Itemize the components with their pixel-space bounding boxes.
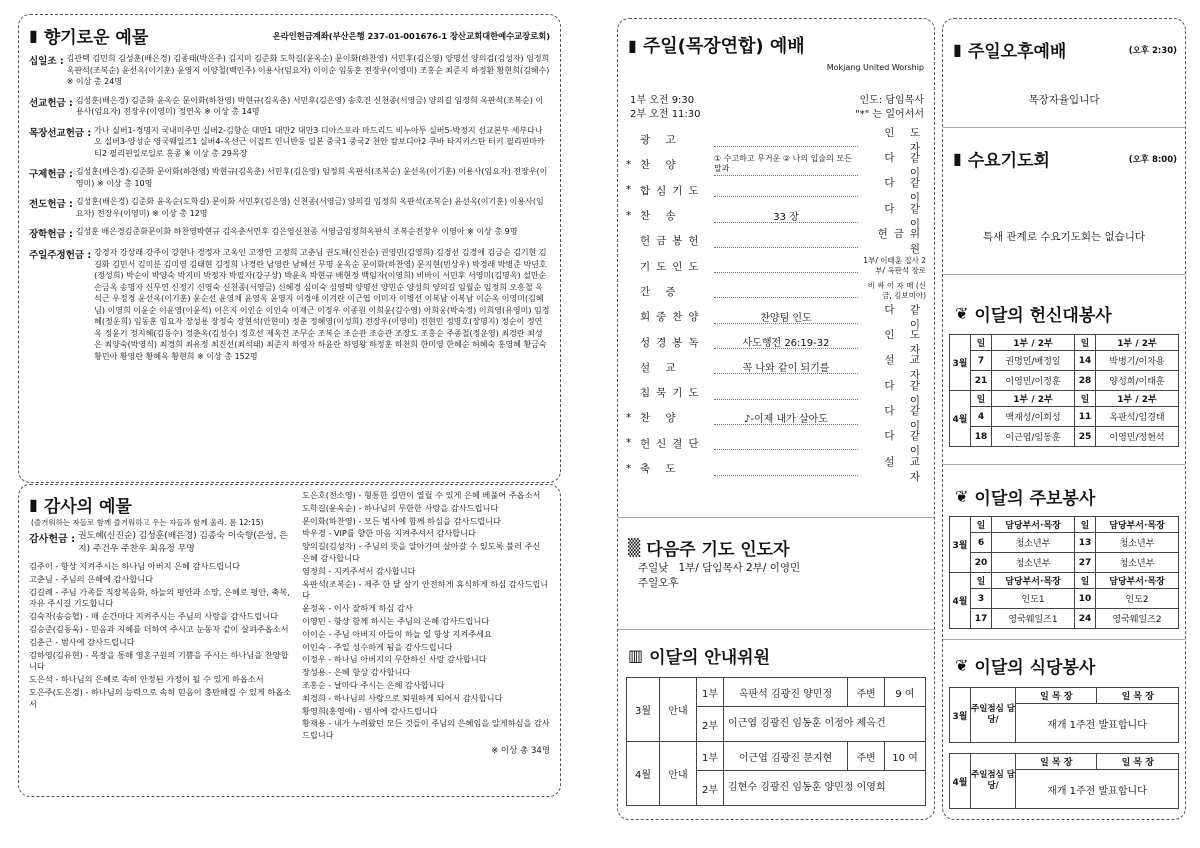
schedule-header	[950, 335, 1179, 351]
schedule-column-header: 일	[1075, 517, 1096, 533]
next-prayer-value-1: 1부/ 담임목사 2부/ 이영민	[678, 562, 801, 574]
offerings-title-row	[29, 23, 148, 48]
schedule-column-header: 담당부서·목장	[1096, 517, 1179, 533]
thanks-entry: 이영민 - 항상 함께 하시는 주님의 은혜 감사드립니다	[302, 615, 490, 626]
schedule-assignee: 이근엽/임동훈	[992, 427, 1075, 447]
order-row	[626, 355, 926, 380]
order-item-detail: 찬양팀 인도	[714, 310, 858, 324]
offering-row	[29, 95, 550, 118]
thanks-column-right	[302, 490, 550, 756]
order-row	[626, 456, 926, 481]
schedule-assignee: 청소년부	[992, 533, 1075, 553]
schedule-column-header: 일	[971, 573, 992, 589]
order-item-leader: 헌금위원	[877, 227, 926, 255]
section-marker-icon: ▮	[29, 26, 38, 45]
schedule-assignee: 인도1	[992, 589, 1075, 609]
schedule-column-header: 일	[971, 335, 992, 351]
order-item-leader: 다 같 이	[884, 379, 926, 407]
offering-label: 목장선교헌금 :	[29, 127, 92, 139]
dedication-title: 이달의 헌신대봉사	[974, 306, 1112, 326]
cafeteria-column-header: 일 목 장	[1097, 754, 1179, 770]
schedule-assignee: 권명민/배정일	[992, 351, 1075, 371]
cafeteria-column-header: 일 목 장	[1097, 688, 1179, 704]
dedication-title-row	[955, 301, 1112, 326]
thanks-offering-row	[29, 530, 294, 556]
order-item-detail: 꼭 나와 같이 되기를	[714, 360, 858, 374]
usher-names: 이근엽 김광진 임동훈 이정아 제옥건	[724, 707, 926, 742]
order-item-detail	[714, 284, 858, 298]
leaf-icon: ❦	[955, 304, 969, 323]
offering-names: 김성훈(배은경) 김준화 윤옥순(도학길) 문이화 서민후(김은영) 신천종(서영금) 양의길 임정희 옥판석(조복순) 윤선옥(이기훈) 이용사(임요자) 전장우(이영미) ※ 이상 총 12명	[75, 197, 544, 218]
spacer-cell	[950, 743, 1179, 754]
schedule-column-header: 담당부서·목장	[992, 517, 1075, 533]
thanks-entry: 윤정욱 - 이사 잘하게 하심 감사	[302, 603, 413, 614]
schedule-day: 20	[971, 553, 992, 573]
offering-row	[29, 196, 550, 219]
schedule-column-header: 담당부서·목장	[1096, 573, 1179, 589]
offering-label: 전도헌금 :	[29, 199, 73, 210]
schedule-assignee: 이영민/이정훈	[992, 371, 1075, 391]
bulletin-table	[949, 516, 1179, 629]
schedule-day: 25	[1075, 427, 1096, 447]
order-item-detail	[714, 436, 858, 450]
thanks-panel	[18, 484, 561, 797]
offering-names: 가나 실버1-경명지 국내미주민 실버2-김향순 대만1 대만2 대만3 디아스포라 마드리드 비누아투 실버5-박정지 선교본부 세부다나오 실버3-양성순 영국웨일즈1 실버4-옥선근 이집트 인니반둥 일본 중국1 중국2 천안 캄보디아2 쿠바 타지키스탄 터키 필리핀마카티2 필리핀일로일로 홍콩 ※ 이상 총 29목장	[94, 125, 545, 158]
offering-row	[29, 166, 550, 189]
schedule-assignee: 인도2	[1096, 589, 1179, 609]
order-item-leader: 인 도 자	[884, 329, 926, 357]
order-item-name: 축 도	[640, 463, 682, 475]
offering-names: 김성훈 배은경김준화문이화 하찬영박현규 김옥춘서민후 김은영신천종 서영금임정희옥판석 조복순전장우 이영아 ※ 이상 총 9명	[75, 227, 518, 236]
standing-mark: *	[626, 411, 632, 424]
leaf-icon: ❦	[955, 487, 969, 506]
section-marker-icon: ▮	[953, 149, 962, 168]
thanks-entry: 염정희 - 지켜주셔서 감사합니다	[302, 565, 416, 576]
usher-count: 10 여	[885, 742, 926, 771]
thanks-entry: 문이화(하찬영) - 모든 범사에 함께 하심을 감사드립니다	[302, 515, 501, 526]
thanks-entry: 고춘님 - 주님의 은혜에 감사합니다	[29, 573, 154, 584]
schedule-day: 24	[1075, 609, 1096, 629]
thanks-entry: 최경희 - 하나님의 사랑으로 퇴원하게 되어서 감사합니다	[302, 692, 503, 703]
order-item-name: 찬 송	[640, 210, 682, 223]
cafeteria-title-row	[955, 653, 1095, 678]
thanks-list-2	[302, 490, 550, 742]
order-item-name: 기도인도	[640, 260, 705, 273]
schedule-assignee: 이영민/정현석	[1096, 427, 1179, 447]
schedule-day: 27	[1075, 553, 1096, 573]
offering-label: 십일조 :	[29, 56, 64, 67]
offering-row	[29, 226, 550, 240]
next-prayer-label-2: 주일오후	[638, 577, 679, 589]
schedule-row	[950, 589, 1179, 609]
next-prayer-list	[638, 561, 800, 591]
spacer	[950, 743, 1179, 754]
offering-names: 김성훈(배은경) 김준화 윤옥순 문이화(하찬영) 박현규(김옥춘) 서민후(김은영) 송호진 신천종(서영금) 양의길 임정희 옥판석(조복순) 이용사(임요자) 전장우(이영미) 정연옥 ※ 이상 총 14명	[75, 95, 544, 116]
thanks-subtitle: (즐거워하는 자들로 함께 즐거워하고 우는 자들과 함께 울라. 롬 12:15)	[31, 518, 264, 527]
standing-mark: *	[626, 462, 632, 475]
order-item-detail	[714, 462, 858, 476]
thanks-title: 감사의 예물	[43, 497, 132, 517]
thanks-entry: 도은주(도은경) - 하나님의 능력으로 속히 믿음이 충만해질 수 있게 하옵소서	[29, 686, 292, 709]
schedule-column-header: 일	[1075, 335, 1096, 351]
cafeteria-label: 주일점심 담당/	[971, 754, 1016, 809]
thanks-entry: 김하영(김유현) - 목장을 통해 영혼구원의 기쁨을 주시는 하나님을 찬양합니다	[29, 649, 289, 672]
section-marker-icon: ▮	[953, 40, 962, 59]
wednesday-title: 수요기도회	[967, 151, 1050, 171]
schedule-row	[950, 609, 1179, 629]
order-item-name: 간 증	[640, 285, 682, 298]
next-prayer-label-1: 주일낮	[638, 562, 669, 574]
schedule-assignee: 청소년부	[992, 553, 1075, 573]
schedule-row	[950, 533, 1179, 553]
order-row	[626, 304, 926, 329]
order-item-name: 성경봉독	[640, 336, 705, 349]
offering-row	[29, 53, 550, 88]
cafeteria-month: 4월	[950, 754, 971, 809]
offering-label: 장학헌금 :	[29, 229, 73, 240]
leaf-icon: ❦	[955, 656, 969, 675]
thanks-entry: 이인숙 - 주일 성수하게 됨을 감사드립니다	[302, 641, 453, 652]
usher-row	[627, 678, 926, 707]
order-row	[626, 152, 926, 177]
online-account: 온라인헌금계좌(부산은행 237-01-001676-1 장산교회대한예수교장로회)	[272, 30, 550, 41]
schedule-assignee: 영국웨일즈1	[992, 609, 1075, 629]
offerings-title: 향기로운 예물	[43, 28, 149, 48]
worship-leader-note: 인도: 담임목사	[859, 95, 924, 106]
dedication-table	[949, 334, 1179, 447]
schedule-header	[950, 391, 1179, 407]
order-item-leader: 다 같 이	[884, 202, 926, 230]
order-item-leader: 다 같 이	[884, 303, 926, 331]
order-row	[626, 380, 926, 405]
thanks-entry: 이이순 - 주님 아버지 아들이 하늘 일 항상 지켜주세요	[302, 628, 492, 639]
offering-label: 선교헌금 :	[29, 97, 73, 109]
cafeteria-table	[949, 687, 1179, 809]
schedule-day: 17	[971, 609, 992, 629]
wednesday-title-row	[953, 146, 1177, 171]
schedule-month: 3월	[950, 517, 971, 573]
order-item-detail: ♪-이제 내가 살아도	[714, 411, 858, 425]
order-item-leader: 설 교 자	[884, 455, 926, 483]
order-item-leader: 인 도 자	[884, 126, 926, 154]
thanks-entry: 옥판석(조복순) - 제주 한 달 살기 안전하게 휴식하게 하심 감사드립니다	[302, 578, 549, 601]
order-item-leader: 다 같 이	[884, 404, 926, 432]
order-item-detail	[714, 183, 858, 197]
usher-area: 주변	[848, 742, 885, 771]
usher-service: 2부	[697, 707, 724, 742]
cafeteria-notice: 재개 1주전 발표합니다	[1016, 704, 1179, 743]
schedule-month: 3월	[950, 335, 971, 391]
schedule-column-header: 1부 / 2부	[1096, 335, 1179, 351]
schedule-column-header: 1부 / 2부	[992, 391, 1075, 407]
thanks-entry: 도학길(윤옥순) - 하나님의 무한한 사랑을 감사드립니다	[302, 502, 499, 513]
schedule-column-header: 일	[1075, 391, 1096, 407]
order-item-name: 헌금봉헌	[640, 235, 705, 248]
thanks-offering-text: 권도혜(신진순) 김성훈(배은경) 김종숙 이숙향(은성, 은지) 주건우 주찬우 최유정 무명	[78, 531, 288, 554]
schedule-panel	[942, 18, 1186, 820]
order-item-name: 합심기도	[640, 184, 705, 197]
usher-service: 1부	[697, 742, 724, 771]
next-prayer-title: 다음주 기도 인도자	[646, 540, 790, 560]
standing-mark: *	[626, 209, 632, 222]
cafeteria-label: 주일점심 담당/	[971, 688, 1016, 743]
schedule-assignee: 청소년부	[1096, 553, 1179, 573]
offering-names: 강경자 강상래 강주이 강현나 경정자 고옥인 고정연 고정희 고춘님 권도해(신진순) 권영민(김영희) 김경선 김경애 김금순 김기현 김길화 김민서 김미분 김미영 김태현 김정희 나경란 남영란 남혜선 무명 윤옥순 문이화(하찬영) 문지현(빈상우) 박경래 박병준 박년호(정성희) 박순이 박양숙 박지미 박정자 박필자(강구상) 박윤옥 박현규 배현정 백임자(이영희) 비바이 서민후 서영미(김명옥) 설만순 손금옥 송명자 신무연 신정기 신영숙 신천종(서영금) 신혜경 심미숙 심영택 양명선 양민순 양성희 양의길 임월순 임정희 오흥철 옥석근 우정경 윤선옥(이기훈) 윤순선 윤영채 윤영옥 윤영지 이경애 이겨란 이근엽 이미자 이병선 이복남 이복남 이순옥 이영미(김혜님) 이영희 이윤순 이윤영(이윤석) 이은지 이인순 이인숙 이재근 이정우 이종원 이희윤(김수영) 이희웅(박숙정) 이희영(유영미) 임경혜(정운희) 임동훈 임요자 장성용 장정숙 장현석(안현미) 정춘 정혜영(이성희) 전장우(이영미) 전현민 정명호(장명지) 정순이 정연옥 정윤기 정지혜(김동수) 정춘옥(김성수) 정호선 제옥건 조무순 조복순 조순관 조승관 조장도 조홍순 주종철(정운영) 최경란 최성은 최양숙(박영식) 최경희 최유정 최진선(최석태) 최준지 하영자 하윤란 하영왕 하정훈 하천희 한미영 한혜순 허혜숙 홍영혜 황금숙 황민아 황영란 황혜옥 황현희 ※ 이상 총 152명	[94, 248, 550, 361]
thanks-list-1	[29, 561, 294, 711]
order-row	[626, 253, 926, 278]
bulletin-title: 이달의 주보봉사	[974, 489, 1096, 509]
offering-label: 주일주정헌금 :	[29, 250, 92, 261]
schedule-day: 13	[1075, 533, 1096, 553]
thanks-entry: 이정우 - 하나님 아버지의 무한하신 사랑 감사합니다	[302, 654, 487, 665]
order-item-name: 회중찬양	[640, 311, 705, 324]
offering-list	[29, 53, 550, 369]
schedule-day: 21	[971, 371, 992, 391]
afternoon-time: (오후 2:30)	[1128, 45, 1177, 56]
schedule-assignee: 백재성/이희성	[992, 407, 1075, 427]
order-item-detail: ① 수고하고 무거운 ② 나의 입술의 모든 말과	[714, 153, 858, 176]
thanks-entry: 도은호(전소영) - 형통한 길만이 열릴 수 있게 은혜 베풀어 주옵소서	[302, 490, 541, 500]
thanks-entry: 김춘근 - 범사에 감사드립니다	[29, 636, 135, 647]
order-item-detail: 사도행전 26:19-32	[714, 335, 858, 349]
order-item-detail	[714, 386, 858, 400]
wednesday-time: (오후 8:00)	[1128, 154, 1177, 165]
thanks-entry: 도은석 - 하나님의 은혜로 속히 안정된 가정이 될 수 있게 하옵소서	[29, 674, 264, 685]
offering-row	[29, 125, 550, 160]
order-row	[626, 127, 926, 152]
schedule-assignee: 박병기/이차용	[1096, 351, 1179, 371]
order-item-leader: 비 싸 이 자 매 (신금, 김보미아)	[867, 281, 926, 301]
ushers-title-row	[628, 643, 770, 668]
schedule-column-header: 1부 / 2부	[992, 335, 1075, 351]
schedule-day: 28	[1075, 371, 1096, 391]
afternoon-title: 주일오후예배	[967, 42, 1067, 62]
usher-role: 안내	[660, 742, 697, 806]
bulletin-title-row	[955, 484, 1095, 509]
order-item-detail	[714, 234, 858, 248]
section-marker-icon: ▥	[628, 646, 644, 665]
schedule-row	[950, 407, 1179, 427]
order-item-detail	[714, 133, 858, 147]
schedule-day: 7	[971, 351, 992, 371]
usher-month: 3월	[627, 678, 660, 742]
order-row	[626, 203, 926, 228]
schedule-assignee: 영국웨일즈2	[1096, 609, 1179, 629]
order-item-name: 침묵기도	[640, 387, 705, 400]
order-item-detail	[714, 259, 858, 273]
order-item-name: 찬 양	[640, 412, 682, 425]
thanks-entry: 김주이 - 항상 지켜주시는 하나님 아버지 은혜 감사드립니다	[29, 561, 240, 571]
order-row	[626, 178, 926, 203]
order-item-name: 헌신결단	[640, 437, 705, 450]
worship-order	[626, 127, 926, 481]
standing-mark: *	[626, 184, 632, 197]
ushers-table	[626, 677, 926, 806]
order-item-name: 설 교	[640, 361, 682, 374]
worship-panel	[617, 18, 935, 820]
thanks-title-row	[29, 492, 132, 517]
order-item-leader: 1부/ 이태훈 집사 2부/ 옥판석 장로	[863, 256, 926, 276]
afternoon-text: 목장자율입니다	[1028, 94, 1100, 106]
worship-time-2: 2부 오전 11:30	[630, 109, 701, 120]
usher-names: 이근엽 김광진 문지현	[724, 742, 848, 771]
worship-title: 주일(목장연합) 예배	[642, 36, 805, 57]
schedule-assignee: 양성희/이태훈	[1096, 371, 1179, 391]
worship-times	[630, 94, 701, 122]
cafeteria-month: 3월	[950, 688, 971, 743]
offering-label: 구제헌금 :	[29, 169, 73, 180]
cafeteria-header	[950, 688, 1179, 704]
worship-title-row	[628, 32, 805, 58]
order-item-name: 광 고	[640, 134, 682, 147]
schedule-day: 10	[1075, 589, 1096, 609]
thanks-entry: 양의길(김성자) - 주님의 뜻을 알아가며 살아갈 수 있도록 불러 주신 은혜 감사합니다	[302, 541, 541, 563]
next-prayer-title-row	[628, 535, 790, 560]
schedule-assignee: 옥판석/임경태	[1096, 407, 1179, 427]
schedule-row	[950, 553, 1179, 573]
order-row	[626, 431, 926, 456]
order-item-name: 찬 양	[640, 159, 682, 172]
thanks-entry: 장성용 - 은혜 항상 감사합니다	[302, 667, 411, 678]
schedule-column-header: 일	[971, 391, 992, 407]
schedule-column-header: 일	[1075, 573, 1096, 589]
order-item-detail: 33 장	[714, 209, 858, 223]
cafeteria-column-header: 일 목 장	[1016, 688, 1097, 704]
usher-count: 9 여	[885, 678, 926, 707]
schedule-row	[950, 427, 1179, 447]
schedule-day: 11	[1075, 407, 1096, 427]
offerings-panel	[18, 14, 561, 483]
worship-time-1: 1부 오전 9:30	[630, 95, 695, 106]
offering-names: 김성훈(배은경) 김준화 문이화(하찬영) 박현규(김옥춘) 서민후(김은영) 임정희 옥판석(조복순) 윤선옥(이기훈) 이용사(임요자) 전장우(이영미) ※ 이상 총 10명	[75, 167, 548, 188]
thanks-entry: 조홍순 - 날마다 주시는 은혜 감사합니다	[302, 679, 445, 690]
standing-mark: *	[626, 437, 632, 450]
schedule-column-header: 일	[971, 517, 992, 533]
usher-role: 안내	[660, 678, 697, 742]
thanks-entry: 김숙자(송승협) - 매 순간마다 지켜주시는 주님의 사랑을 감사드립니다	[29, 611, 279, 622]
usher-service: 1부	[697, 678, 724, 707]
thanks-offering-label: 감사헌금 :	[29, 534, 76, 545]
thanks-entry: 황영희(홍영애) - 범사에 감사드립니다	[302, 705, 438, 716]
standing-mark: *	[626, 158, 632, 171]
standing-note: "*" 는 일어서서	[855, 109, 924, 120]
ushers-title: 이달의 안내위원	[649, 648, 770, 668]
order-item-leader: 다 같 이	[884, 151, 926, 179]
order-row	[626, 228, 926, 253]
thanks-entry: 김길례 - 주님 가족들 직장복음화, 하늘의 평안과 소망, 은혜로 평안, 축복, 자유 주시길 기도합니다	[29, 586, 290, 609]
order-item-leader: 다 같 이	[884, 430, 926, 458]
schedule-day: 6	[971, 533, 992, 553]
usher-names: 김현수 김광진 임동훈 양민정 이영희	[724, 771, 926, 806]
thanks-entry: 황재용 - 내가 누려왔던 모든 것들이 주님의 은혜임을 알게하심을 감사드립니다	[302, 718, 550, 741]
thanks-column-left	[29, 530, 294, 712]
schedule-header	[950, 573, 1179, 589]
order-row	[626, 405, 926, 430]
thanks-total: ※ 이상 총 34명	[491, 745, 550, 756]
order-item-leader: 설 교 자	[884, 354, 926, 382]
order-item-leader: 다 같 이	[884, 177, 926, 205]
schedule-day: 4	[971, 407, 992, 427]
worship-subtitle: Mokjang United Worship	[826, 63, 924, 72]
offering-row	[29, 247, 550, 362]
schedule-row	[950, 371, 1179, 391]
cafeteria-notice: 재개 1주전 발표합니다	[1016, 770, 1179, 809]
offering-names: 김관택 김민희 김성훈(배은경) 김종태(박은주) 김지미 김준화 도학길(윤옥순) 문이화(하찬영) 서민후(김은영) 양명선 양의검(김성자) 임정희 옥판석(조복순) 윤선옥(이기훈) 윤영지 이양철(백인주) 이용사(임요자) 이이순 임동훈 전장우(이영미) 조홍순 최준지 하정환 황현희(김혜수) ※ 이상 총 24명	[66, 54, 550, 86]
section-marker-icon: ▒	[628, 538, 641, 557]
schedule-month: 4월	[950, 573, 971, 629]
schedule-column-header: 담당부서·목장	[992, 573, 1075, 589]
schedule-month: 4월	[950, 391, 971, 447]
thanks-entry: 김승준(김동욱) - 믿음과 지혜를 더하여 주시고 눈동자 같이 살펴주옵소서	[29, 623, 289, 634]
afternoon-title-row	[953, 37, 1177, 62]
schedule-header	[950, 517, 1179, 533]
usher-service: 2부	[697, 771, 724, 806]
cafeteria-header	[950, 754, 1179, 770]
schedule-row	[950, 351, 1179, 371]
order-row	[626, 329, 926, 357]
schedule-column-header: 1부 / 2부	[1096, 391, 1179, 407]
wednesday-text: 특새 관계로 수요기도회는 없습니다	[982, 231, 1146, 243]
thanks-entry: 박우경 - VIP를 향한 마음 지켜주셔서 감사합니다	[302, 528, 476, 539]
cafeteria-title: 이달의 식당봉사	[974, 658, 1096, 678]
cafeteria-column-header: 일 목 장	[1016, 754, 1097, 770]
schedule-day: 3	[971, 589, 992, 609]
usher-names: 옥판석 김광진 양민정	[724, 678, 848, 707]
usher-row	[627, 742, 926, 771]
section-marker-icon: ▮	[628, 35, 637, 55]
schedule-day: 14	[1075, 351, 1096, 371]
usher-area: 주변	[848, 678, 885, 707]
order-row	[626, 279, 926, 304]
usher-month: 4월	[627, 742, 660, 806]
schedule-assignee: 청소년부	[1096, 533, 1179, 553]
section-marker-icon: ▮	[29, 495, 38, 514]
worship-lead	[855, 94, 924, 122]
schedule-day: 18	[971, 427, 992, 447]
